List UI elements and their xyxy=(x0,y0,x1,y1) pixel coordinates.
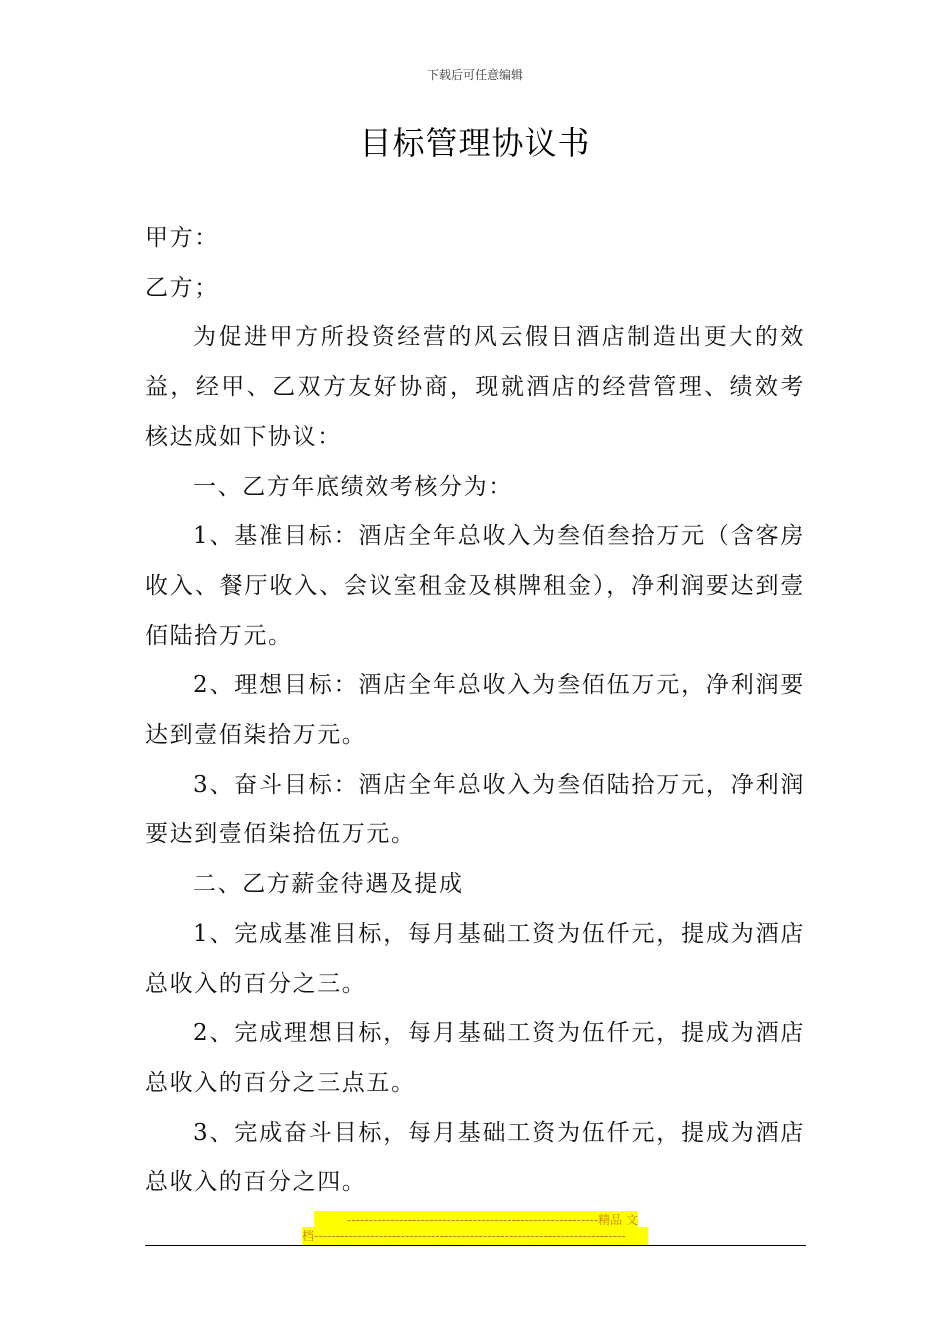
document-title: 目标管理协议书 xyxy=(359,124,591,162)
document-body xyxy=(145,214,805,1208)
footer-watermark-line-2: 档------------------------------------------------------------------------ xyxy=(302,1227,648,1245)
clause-2-3: 3、完成奋斗目标，每月基础工资为伍仟元，提成为酒店总收入的百分之四。 xyxy=(145,1119,805,1196)
section-heading-1: 一、乙方年底绩效考核分为： xyxy=(193,473,513,500)
intro-paragraph: 为促进甲方所投资经营的风云假日酒店制造出更大的效益，经甲、乙双方友好协商，现就酒店的经营管理、绩效考核达成如下协议： xyxy=(145,324,805,450)
header-note: 下载后可任意编辑 xyxy=(426,68,523,82)
party-b-line: 乙方； xyxy=(145,274,219,301)
section-heading-2: 二、乙方薪金待遇及提成 xyxy=(193,871,464,898)
clause-1-3: 3、奋斗目标：酒店全年总收入为叁佰陆拾万元，净利润要达到壹佰柒拾伍万元。 xyxy=(145,771,805,848)
footer-divider xyxy=(145,1245,806,1246)
party-a-line: 甲方： xyxy=(145,225,219,251)
clause-2-1: 1、完成基准目标，每月基础工资为伍仟元，提成为酒店总收入的百分之三。 xyxy=(145,920,805,997)
clause-2-2: 2、完成理想目标，每月基础工资为伍仟元，提成为酒店总收入的百分之三点五。 xyxy=(145,1020,805,1096)
clause-1-1: 1、基准目标：酒店全年总收入为叁佰叁拾万元（含客房收入、餐厅收入、会议室租金及棋牌租金），净利润要达到壹佰陆拾万元。 xyxy=(145,523,805,649)
clause-1-2: 2、理想目标：酒店全年总收入为叁佰伍万元，净利润要达到壹佰柒拾万元。 xyxy=(145,672,805,749)
footer-watermark-line-1: ----------------------------------------------------------精品 文 xyxy=(314,1211,638,1229)
